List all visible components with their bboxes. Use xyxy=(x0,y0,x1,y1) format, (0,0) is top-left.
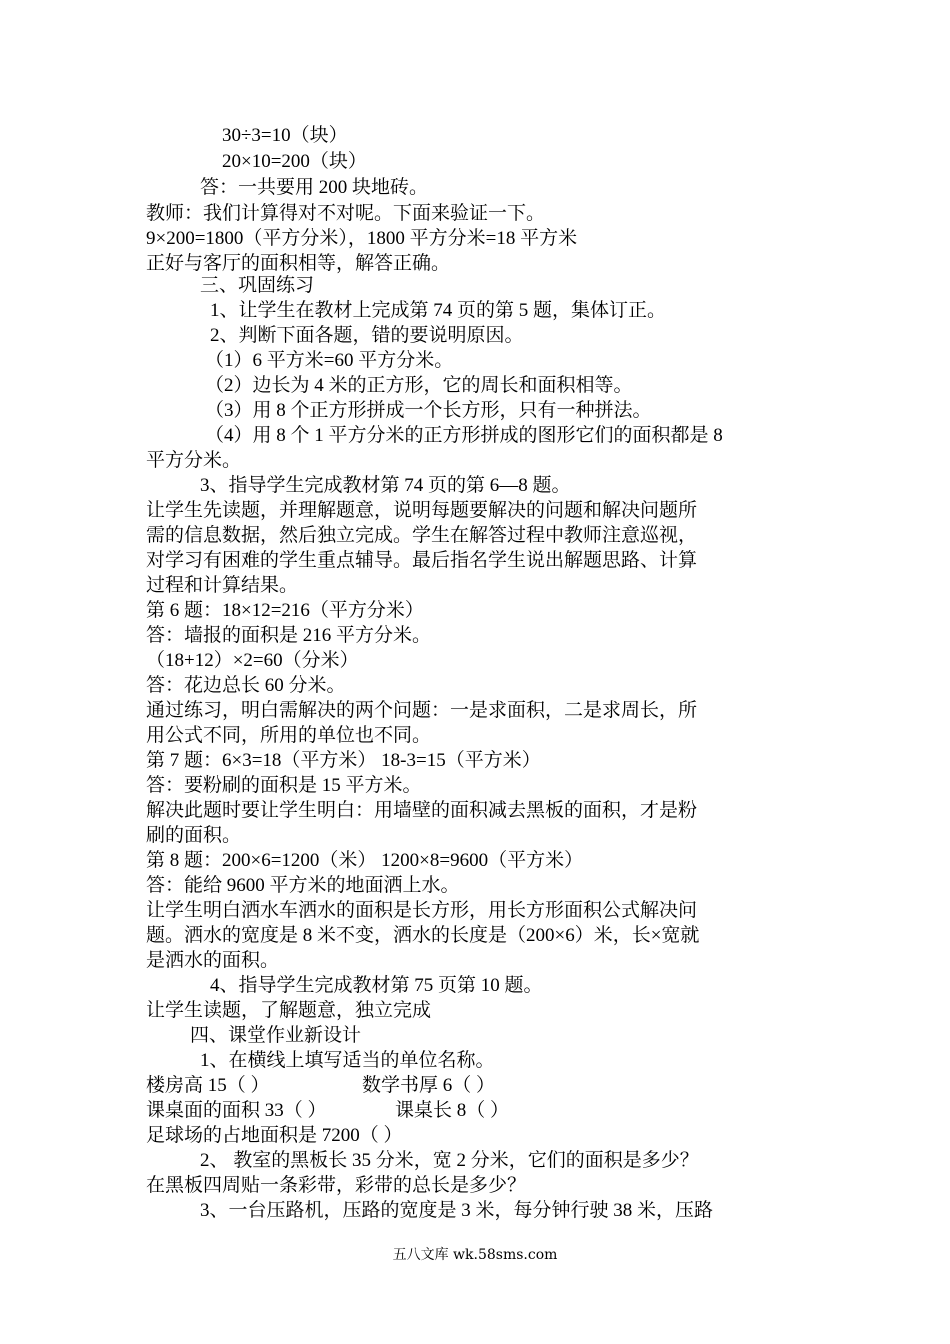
text-line: 教师：我们计算得对不对呢。下面来验证一下。 xyxy=(146,203,546,224)
text-line: 4、指导学生完成教材第 75 页第 10 题。 xyxy=(210,975,543,996)
text-line: 1、让学生在教材上完成第 74 页的第 5 题，集体订正。 xyxy=(210,300,667,321)
text-line: 答：花边总长 60 分米。 xyxy=(146,675,346,696)
text-line: （18+12）×2=60（分米） xyxy=(146,650,359,671)
text-line: 楼房高 15（ ） xyxy=(146,1075,270,1096)
text-line: 让学生先读题，并理解题意，说明每题要解决的问题和解决问题所 xyxy=(146,500,698,521)
text-line: 答：能给 9600 平方米的地面洒上水。 xyxy=(146,875,460,896)
text-line: 需的信息数据，然后独立完成。学生在解答过程中教师注意巡视， xyxy=(146,525,698,546)
text-line: （3）用 8 个正方形拼成一个长方形，只有一种拼法。 xyxy=(205,400,652,421)
page-footer: 五八文库 wk.58sms.com xyxy=(392,1247,558,1263)
text-line: 题。洒水的宽度是 8 米不变，洒水的长度是（200×6）米，长×宽就 xyxy=(146,925,700,946)
text-line: 用公式不同，所用的单位也不同。 xyxy=(146,725,432,746)
text-line: 答：要粉刷的面积是 15 平方米。 xyxy=(146,775,422,796)
text-line: 2、 教室的黑板长 35 分米，宽 2 分米，它们的面积是多少？ xyxy=(200,1150,699,1171)
text-line: （2）边长为 4 米的正方形，它的周长和面积相等。 xyxy=(205,375,633,396)
text-line: （1）6 平方米=60 平方分米。 xyxy=(205,350,454,371)
text-line: 数学书厚 6（ ） xyxy=(362,1075,496,1096)
text-line: （4）用 8 个 1 平方分米的正方形拼成的图形它们的面积都是 8 xyxy=(205,425,723,446)
text-line: 30÷3=10（块） xyxy=(222,125,348,146)
text-line: 是洒水的面积。 xyxy=(146,950,280,971)
text-line: 第 6 题：18×12=216（平方分米） xyxy=(146,600,424,621)
text-line: 3、指导学生完成教材第 74 页的第 6—8 题。 xyxy=(200,475,571,496)
text-line: 2、判断下面各题，错的要说明原因。 xyxy=(210,325,524,346)
text-line: 答：墙报的面积是 216 平方分米。 xyxy=(146,625,432,646)
text-line: 20×10=200（块） xyxy=(222,151,367,172)
text-line: 课桌长 8（ ） xyxy=(395,1100,510,1121)
text-line: 对学习有困难的学生重点辅导。最后指名学生说出解题思路、计算 xyxy=(146,550,698,571)
text-line: 让学生读题，了解题意，独立完成 xyxy=(146,1000,432,1021)
text-line: 刷的面积。 xyxy=(146,825,242,846)
text-line: 答：一共要用 200 块地砖。 xyxy=(200,177,429,198)
text-line: 在黑板四周贴一条彩带，彩带的总长是多少？ xyxy=(146,1175,527,1196)
text-line: 1、在横线上填写适当的单位名称。 xyxy=(200,1050,495,1071)
text-line: 第 7 题：6×3=18（平方米） 18-3=15（平方米） xyxy=(146,750,541,771)
section-heading: 三、巩固练习 xyxy=(200,275,315,296)
text-line: 足球场的占地面积是 7200（ ） xyxy=(146,1125,403,1146)
text-line: 解决此题时要让学生明白：用墙壁的面积减去黑板的面积，才是粉 xyxy=(146,800,698,821)
section-heading: 四、课堂作业新设计 xyxy=(190,1025,362,1046)
text-line: 过程和计算结果。 xyxy=(146,575,299,596)
text-line: 9×200=1800（平方分米），1800 平方分米=18 平方米 xyxy=(146,228,578,249)
text-line: 平方分米。 xyxy=(146,450,242,471)
text-line: 3、一台压路机，压路的宽度是 3 米，每分钟行驶 38 米，压路 xyxy=(200,1200,714,1221)
text-line: 正好与客厅的面积相等，解答正确。 xyxy=(146,253,451,274)
text-line: 课桌面的面积 33（ ） xyxy=(146,1100,327,1121)
text-line: 让学生明白洒水车洒水的面积是长方形，用长方形面积公式解决问 xyxy=(146,900,698,921)
text-line: 第 8 题：200×6=1200（米） 1200×8=9600（平方米） xyxy=(146,850,584,871)
text-line: 通过练习，明白需解决的两个问题：一是求面积，二是求周长，所 xyxy=(146,700,698,721)
